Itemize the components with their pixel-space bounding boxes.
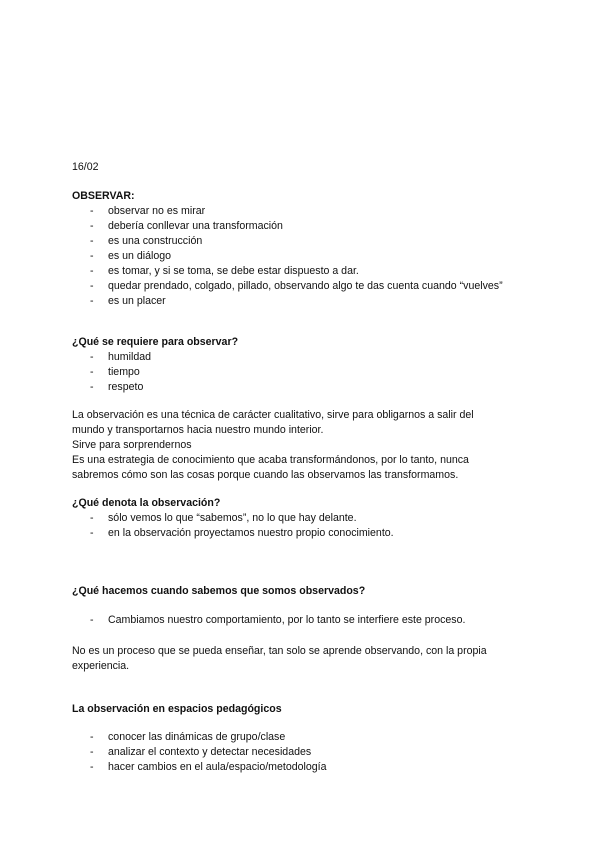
heading-denota: ¿Qué denota la observación?	[72, 497, 221, 509]
list-item: - es un placer	[72, 294, 532, 309]
paragraph-line: Es una estrategia de conocimiento que acaba transformándonos, por lo tanto, nunca	[72, 454, 469, 466]
paragraph-line: experiencia.	[72, 660, 130, 672]
paragraph-observacion	[72, 408, 532, 483]
list-observados	[72, 613, 532, 628]
list-denota	[72, 511, 532, 541]
list-item: - observar no es mirar	[72, 204, 532, 219]
list-item: - sólo vemos lo que “sabemos”, no lo que hay delante.	[72, 511, 532, 526]
list-item: - analizar el contexto y detectar necesidades	[72, 745, 532, 760]
list-observar	[72, 204, 532, 309]
heading-observar: OBSERVAR:	[72, 190, 135, 202]
list-item: - es tomar, y si se toma, se debe estar dispuesto a dar.	[72, 264, 532, 279]
list-item: - tiempo	[72, 365, 532, 380]
list-item: - es una construcción	[72, 234, 532, 249]
list-item: - es un diálogo	[72, 249, 532, 264]
list-item: - debería conllevar una transformación	[72, 219, 532, 234]
heading-pedagogicos: La observación en espacios pedagógicos	[72, 703, 282, 715]
list-item: - respeto	[72, 380, 532, 395]
heading-requiere: ¿Qué se requiere para observar?	[72, 336, 239, 348]
paragraph-line: sabremos cómo son las cosas porque cuando las observamos las transformamos.	[72, 469, 459, 481]
list-item: - quedar prendado, colgado, pillado, observando algo te das cuenta cuando “vuelves”	[72, 279, 532, 294]
date-label: 16/02	[72, 161, 99, 173]
paragraph-line: Sirve para sorprendernos	[72, 439, 192, 451]
list-item: - Cambiamos nuestro comportamiento, por lo tanto se interfiere este proceso.	[72, 613, 532, 628]
paragraph-line: mundo y transportarnos hacia nuestro mundo interior.	[72, 424, 324, 436]
list-item: - conocer las dinámicas de grupo/clase	[72, 730, 532, 745]
list-item: - humildad	[72, 350, 532, 365]
list-requiere	[72, 350, 532, 395]
paragraph-line: No es un proceso que se pueda enseñar, tan solo se aprende observando, con la propia	[72, 645, 487, 657]
list-pedagogicos	[72, 730, 532, 775]
list-item: - hacer cambios en el aula/espacio/metodología	[72, 760, 532, 775]
paragraph-aprendizaje	[72, 644, 532, 674]
list-item: - en la observación proyectamos nuestro propio conocimiento.	[72, 526, 532, 541]
heading-observados: ¿Qué hacemos cuando sabemos que somos observados?	[72, 585, 366, 597]
paragraph-line: La observación es una técnica de carácter cualitativo, sirve para obligarnos a salir del	[72, 409, 474, 421]
